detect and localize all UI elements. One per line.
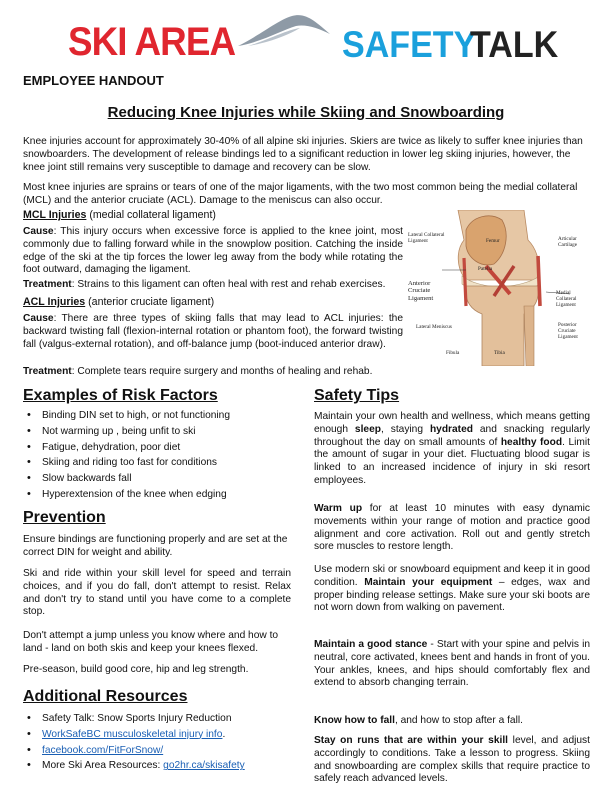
prevention-paragraph-2: Ski and ride within your skill level for speed and terrain choices, and if you do fall, don't attempt to resist. Relax and don't try to stand until you have come to a complete stop. — [23, 568, 291, 618]
go2hr-link[interactable]: go2hr.ca/skisafety — [163, 760, 245, 772]
risk-heading: Examples of Risk Factors — [23, 387, 218, 404]
tip-fall: Know how to fall, and how to stop after a fall. — [314, 715, 523, 726]
handout-label: EMPLOYEE HANDOUT — [23, 73, 164, 88]
worksafebc-link[interactable]: WorkSafeBC musculoskeletal injury info — [42, 728, 223, 740]
mcl-cause: Cause: This injury occurs when excessive force is applied to the knee joint, most commonly due to falling forward while in the snowplow position. Catching the inside edge of the ski at the tip forces the lower leg away from the body while rotating the foot outward, damaging the ligament. — [23, 226, 403, 276]
label-posterior-cruciate: Posterior Cruciate Ligament — [558, 322, 578, 340]
prevention-paragraph-3: Don't attempt a jump unless you know where and how to land - land on both skis and keep your knees flexed. — [23, 630, 279, 654]
logo-ski-area: SKI AREA — [68, 20, 236, 64]
logo-safety: SAFETY — [342, 24, 477, 65]
label-articular: Articular Cartilage — [558, 236, 578, 248]
logo-talk: TALK — [470, 24, 559, 65]
tip-equipment: Use modern ski or snowboard equipment and keep it in good condition. Maintain your equipment – edges, wax and proper binding release settings. Make sure your ski boots are not worn down from walking on pavement. — [314, 564, 590, 614]
mcl-treatment: Treatment: Strains to this ligament can often heal with rest and rehab exercises. — [23, 279, 386, 290]
mcl-heading: MCL Injuries (medial collateral ligament) — [23, 209, 216, 221]
label-patella: Patella — [478, 266, 493, 272]
prevention-heading: Prevention — [23, 509, 106, 526]
list-item: • Binding DIN set to high, or not functioning — [23, 408, 303, 424]
list-item: • Safety Talk: Snow Sports Injury Reduction — [23, 711, 303, 727]
tips-heading: Safety Tips — [314, 387, 400, 404]
list-item: • More Ski Area Resources: go2hr.ca/skisafety — [23, 758, 303, 774]
list-item: • Not warming up , being unfit to ski — [23, 424, 303, 440]
label-femur: Femur — [486, 238, 500, 244]
label-lateral-collateral: Lateral Collateral Ligament — [408, 232, 445, 244]
acl-heading: ACL Injuries (anterior cruciate ligament) — [23, 296, 215, 308]
tip-stance: Maintain a good stance - Start with your spine and pelvis in neutral, core activated, knees bent and hands in front of you. Your ankles, knees, and hips should comfortably flex and extend to absorb changing terrain. — [314, 639, 590, 689]
intro-paragraph-2: Most knee injuries are sprains or tears of one of the major ligaments, with the two most common being the medial collateral (MCL) and the anterior cruciate (ACL). Damage to the meniscus can also occur. — [23, 182, 578, 206]
list-item — [23, 743, 303, 759]
page-title: Reducing Knee Injuries while Skiing and Snowboarding — [107, 104, 505, 121]
list-item: • Hyperextension of the knee when edging — [23, 487, 303, 503]
list-item: • Skiing and riding too fast for conditions — [23, 455, 303, 471]
label-fibula: Fibula — [446, 350, 460, 356]
tip-health: Maintain your own health and wellness, which means getting enough sleep, staying hydrated and snacking regularly throughout the day on small amounts of healthy food. Limit the amount of sugar in your diet. Fluctuating blood sugar is linked to an increased incidence of injury in ski resort employees. — [314, 411, 590, 486]
list-item: • WorkSafeBC musculoskeletal injury info. — [23, 727, 303, 743]
risk-list — [23, 408, 303, 503]
acl-cause: Cause: There are three types of skiing falls that may lead to ACL injuries: the backward twisting fall (flexion-internal rotation or phantom foot), the forward twisting fall (valgus-external rotation), and off-balance jump (boot-induced anterior draw). — [23, 313, 403, 350]
label-medial-collateral: Medial Collateral Ligament — [556, 290, 577, 308]
label-anterior-cruciate: Anterior Cruciate Ligament — [408, 280, 434, 302]
facebook-link[interactable]: facebook.com/FitForSnow/ — [42, 744, 164, 756]
resources-list — [23, 711, 303, 774]
prevention-paragraph-4: Pre-season, build good core, hip and leg strength. — [23, 664, 249, 675]
list-item: • Fatigue, dehydration, poor diet — [23, 440, 303, 456]
tip-warm-up: Warm up for at least 10 minutes with easy dynamic movements within your range of motion and practice good alignment and core activation. Roll out and gently stretch sore muscles to restore length. — [314, 503, 591, 553]
acl-treatment: Treatment: Complete tears require surgery and months of healing and rehab. — [23, 366, 373, 377]
knee-diagram — [406, 210, 592, 366]
tip-skill: Stay on runs that are within your skill level, and adjust accordingly to conditions. Take a lesson to progress. Skiing and snowboarding are complex skills that require practice to safely reach advanced levels. — [314, 735, 590, 785]
label-tibia: Tibia — [494, 350, 505, 356]
prevention-paragraph-1: Ensure bindings are functioning properly and are set at the correct DIN for weight and ability. — [23, 534, 288, 558]
resources-heading: Additional Resources — [23, 688, 188, 705]
label-lateral-meniscus: Lateral Meniscus — [416, 324, 452, 330]
intro-paragraph-1: Knee injuries account for approximately 30-40% of all alpine ski injuries. Skiers are twice as likely to suffer knee injuries than snowboarders. The development of release bindings led to a significant reduction in lower leg skiing injuries, however, the knee joint still remains very susceptible to damage and recovery can be slow. — [23, 136, 583, 173]
list-item: • Slow backwards fall — [23, 471, 303, 487]
